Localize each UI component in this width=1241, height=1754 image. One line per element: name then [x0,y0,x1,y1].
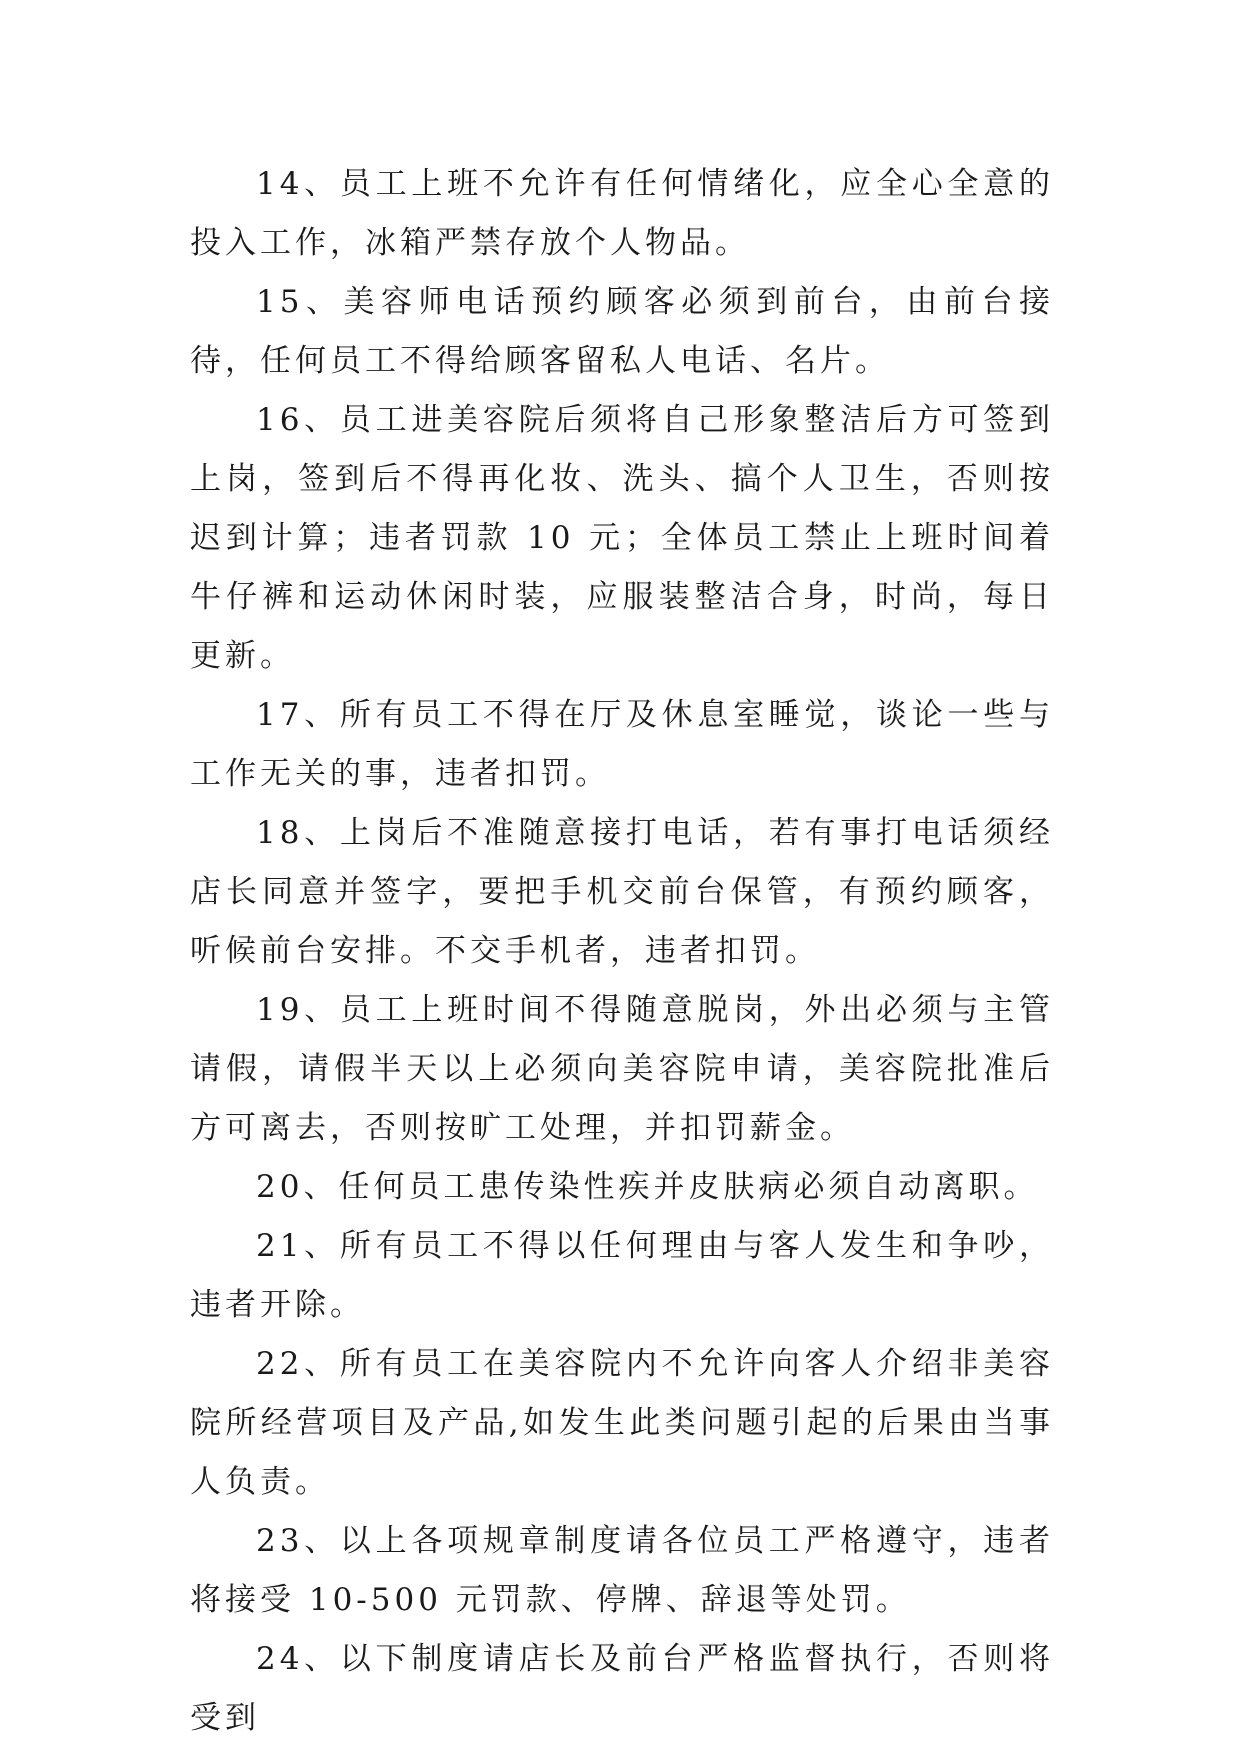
rule-paragraph-21: 21、所有员工不得以任何理由与客人发生和争吵，违者开除。 [190,1228,1054,1323]
rule-paragraph-19: 19、员工上班时间不得随意脱岗，外出必须与主管请假，请假半天以上必须向美容院申请，美容院批准后方可离去，否则按旷工处理，并扣罚薪金。 [190,992,1054,1146]
rule-paragraph-18: 18、上岗后不准随意接打电话，若有事打电话须经店长同意并签字，要把手机交前台保管，有预约顾客，听候前台安排。不交手机者，违者扣罚。 [190,815,1054,969]
rule-paragraph-17: 17、所有员工不得在厅及休息室睡觉，谈论一些与工作无关的事，违者扣罚。 [190,697,1054,792]
rule-paragraph-14: 14、员工上班不允许有任何情绪化，应全心全意的投入工作，冰箱严禁存放个人物品。 [190,166,1054,261]
rule-paragraph-23: 23、以上各项规章制度请各位员工严格遵守，违者将接受 10-500 元罚款、停牌、辞退等处罚。 [190,1523,1054,1618]
rule-paragraph-22: 22、所有员工在美容院内不允许向客人介绍非美容院所经营项目及产品,如发生此类问题引起的后果由当事人负责。 [190,1346,1054,1500]
document-body [190,155,1054,1748]
rule-paragraph-15: 15、美容师电话预约顾客必须到前台，由前台接待，任何员工不得给顾客留私人电话、名片。 [190,284,1054,379]
rule-paragraph-24: 24、以下制度请店长及前台严格监督执行，否则将受到 [190,1641,1054,1736]
rule-paragraph-20: 20、任何员工患传染性疾并皮肤病必须自动离职。 [256,1169,1039,1205]
rule-paragraph-16: 16、员工进美容院后须将自己形象整洁后方可签到上岗，签到后不得再化妆、洗头、搞个人卫生，否则按迟到计算；违者罚款 10 元；全体员工禁止上班时间着牛仔裤和运动休闲时装，应服装整洁合身，时尚，每日更新。 [190,402,1054,674]
